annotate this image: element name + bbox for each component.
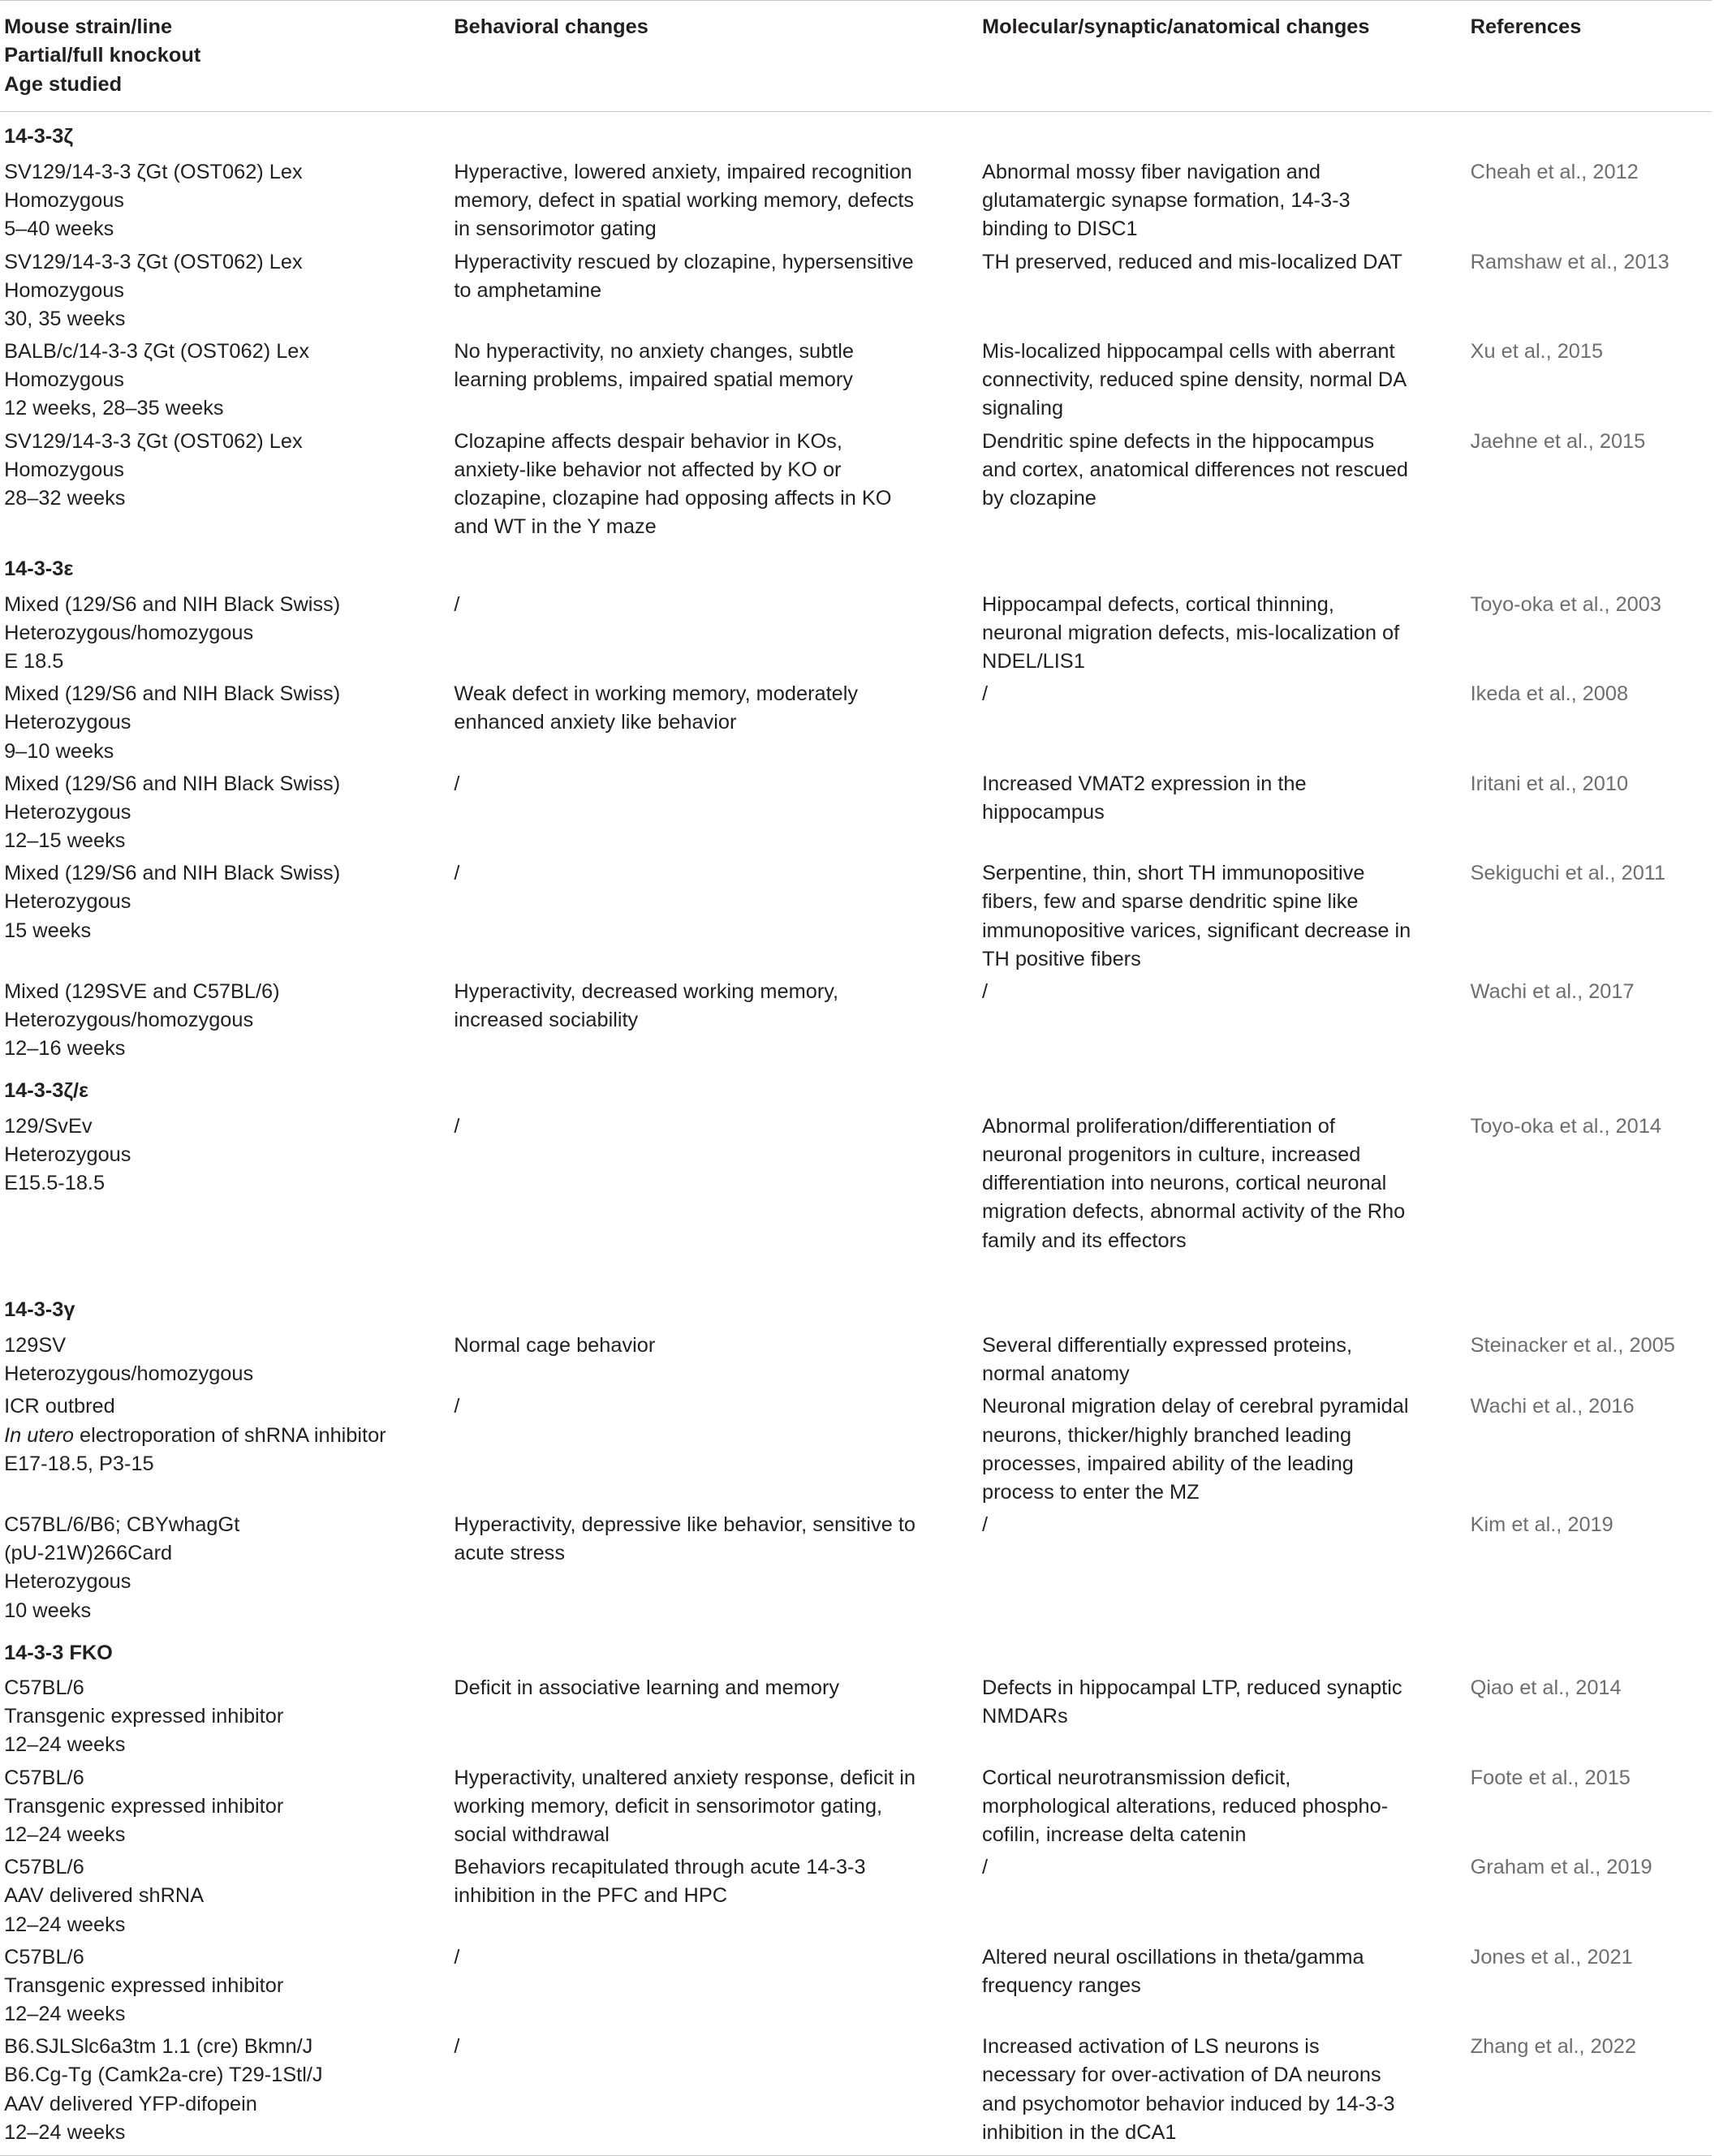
strain-cell — [0, 1111, 450, 1258]
behavior-cell-line: anxiety-like behavior not affected by KO or — [454, 458, 842, 481]
strain-cell-line: Heterozygous — [4, 1143, 131, 1167]
molecular-cell-line: binding to DISC1 — [982, 217, 1138, 241]
strain-cell — [0, 589, 450, 679]
reference-cell: Ikeda et al., 2008 — [1470, 682, 1629, 706]
molecular-cell-line: Several differentially expressed proteins, — [982, 1333, 1352, 1357]
strain-cell-line: 12–24 weeks — [4, 2120, 126, 2144]
behavior-cell-line: / — [454, 2035, 460, 2059]
table-body — [0, 111, 1712, 2155]
molecular-cell-line: signaling — [982, 397, 1064, 420]
header-molecular: Molecular/synaptic/anatomical changes — [982, 15, 1370, 39]
strain-cell-line: 12–16 weeks — [4, 1037, 126, 1061]
strain-cell-line: SV129/14-3-3 ζGt (OST062) Lex — [4, 250, 303, 273]
reference-cell: Steinacker et al., 2005 — [1470, 1333, 1675, 1357]
molecular-cell-line: TH positive fibers — [982, 947, 1141, 970]
strain-cell-line: Homozygous — [4, 458, 124, 481]
molecular-cell-line: / — [982, 979, 989, 1003]
reference-cell: Kim et al., 2019 — [1470, 1513, 1613, 1537]
strain-cell-line: Heterozygous/homozygous — [4, 1362, 254, 1386]
reference-cell: Foote et al., 2015 — [1470, 1766, 1631, 1789]
strain-cell — [0, 976, 450, 1066]
table-header — [0, 1, 1712, 112]
table-row — [0, 1111, 1712, 1258]
table-row — [0, 1330, 1712, 1391]
molecular-cell-line: glutamatergic synapse formation, 14-3-3 — [982, 189, 1351, 213]
molecular-cell — [978, 1509, 1467, 1628]
behavior-cell-line: Weak defect in working memory, moderately — [454, 682, 859, 706]
molecular-cell-line: connectivity, reduced spine density, normal DA — [982, 368, 1407, 392]
behavior-cell-line: / — [454, 592, 460, 616]
molecular-cell-line: inhibition in the dCA1 — [982, 2120, 1177, 2144]
strain-cell-line: Heterozygous/homozygous — [4, 1009, 254, 1032]
behavior-cell — [450, 679, 978, 769]
strain-cell — [0, 1942, 450, 2032]
group-title: 14-3-3γ — [4, 1298, 75, 1322]
group-title: 14-3-3ε — [4, 557, 74, 581]
strain-cell-line: Mixed (129/S6 and NIH Black Swiss) — [4, 772, 341, 795]
molecular-cell-line: / — [982, 1513, 989, 1537]
molecular-cell-line: cofilin, increase delta catenin — [982, 1823, 1247, 1846]
behavior-cell — [450, 2032, 978, 2156]
strain-cell-line: C57BL/6 — [4, 1945, 84, 1969]
strain-cell-line: Homozygous — [4, 278, 124, 302]
table-row — [0, 247, 1712, 337]
table-row — [0, 589, 1712, 679]
behavior-cell-line: inhibition in the PFC and HPC — [454, 1884, 728, 1908]
behavior-cell-line: enhanced anxiety like behavior — [454, 711, 737, 734]
molecular-cell-line: Increased VMAT2 expression in the — [982, 772, 1307, 795]
strain-cell-line: AAV delivered YFP-difopein — [4, 2092, 257, 2115]
table-row — [0, 1762, 1712, 1853]
behavior-cell — [450, 1942, 978, 2032]
strain-cell-line: Mixed (129/S6 and NIH Black Swiss) — [4, 862, 341, 885]
behavior-cell-line: / — [454, 1945, 460, 1969]
molecular-cell — [978, 1762, 1467, 1853]
table-row — [0, 336, 1712, 426]
group-row — [0, 111, 1712, 157]
strain-cell-line: Transgenic expressed inhibitor — [4, 1705, 284, 1728]
strain-cell — [0, 157, 450, 247]
behavior-cell — [450, 1762, 978, 1853]
molecular-cell-line: hippocampus — [982, 800, 1105, 824]
molecular-cell — [978, 1392, 1467, 1510]
molecular-cell-line: / — [982, 1856, 989, 1879]
molecular-cell — [978, 2032, 1467, 2156]
strain-cell-line: 5–40 weeks — [4, 217, 114, 241]
reference-cell: Qiao et al., 2014 — [1470, 1676, 1622, 1700]
header-row — [0, 1, 1712, 112]
behavior-cell — [450, 1672, 978, 1762]
molecular-cell-line: neuronal migration defects, mis-localization of — [982, 621, 1400, 644]
header-strain-line: Partial/full knockout — [4, 44, 201, 67]
strain-cell-line: 10 weeks — [4, 1599, 92, 1622]
molecular-cell-line: / — [982, 682, 989, 706]
molecular-cell-line: frequency ranges — [982, 1973, 1141, 1997]
behavior-cell — [450, 1330, 978, 1391]
behavior-cell-line: / — [454, 772, 460, 795]
molecular-cell-line: Abnormal mossy fiber navigation and — [982, 160, 1320, 183]
strain-cell-line: C57BL/6 — [4, 1856, 84, 1879]
behavior-cell-line: social withdrawal — [454, 1823, 610, 1846]
behavior-cell — [450, 1853, 978, 1943]
group-row — [0, 1066, 1712, 1111]
strain-cell-line: ICR outbred — [4, 1395, 115, 1418]
italic-term: In utero — [4, 1423, 75, 1447]
behavior-cell — [450, 589, 978, 679]
strain-cell-line: B6.SJLSlc6a3tm 1.1 (cre) Bkmn/J — [4, 2035, 313, 2059]
molecular-cell-line: normal anatomy — [982, 1362, 1130, 1386]
strain-cell-line: Mixed (129/S6 and NIH Black Swiss) — [4, 682, 341, 706]
strain-cell — [0, 1762, 450, 1853]
strain-cell-line: C57BL/6 — [4, 1766, 84, 1789]
strain-cell-line: Heterozygous — [4, 800, 131, 824]
behavior-cell-line: Hyperactive, lowered anxiety, impaired recognition — [454, 160, 912, 183]
molecular-cell-line: Abnormal proliferation/differentiation of — [982, 1114, 1335, 1138]
molecular-cell-line: fibers, few and sparse dendritic spine like — [982, 890, 1359, 914]
molecular-cell-line: Hippocampal defects, cortical thinning, — [982, 592, 1334, 616]
molecular-cell-line: processes, impaired ability of the leading — [982, 1452, 1354, 1475]
strain-cell-line: Transgenic expressed inhibitor — [4, 1794, 284, 1818]
molecular-cell-line: Serpentine, thin, short TH immunopositive — [982, 862, 1365, 885]
strain-cell-line: Heterozygous — [4, 1570, 131, 1594]
strain-cell-line: 12–24 weeks — [4, 1823, 126, 1846]
strain-cell-line: 12 weeks, 28–35 weeks — [4, 397, 224, 420]
strain-cell-line: 28–32 weeks — [4, 486, 126, 510]
molecular-cell — [978, 679, 1467, 769]
reference-cell: Jones et al., 2021 — [1470, 1945, 1633, 1969]
header-strain — [0, 1, 450, 112]
behavior-cell-line: increased sociability — [454, 1009, 639, 1032]
strain-cell-line — [4, 1422, 445, 1450]
behavior-cell — [450, 336, 978, 426]
strain-cell — [0, 1853, 450, 1943]
strain-cell-line: 12–24 weeks — [4, 1733, 126, 1757]
group-title: 14-3-3ζ/ε — [4, 1079, 89, 1103]
strain-cell-line: E17-18.5, P3-15 — [4, 1452, 154, 1475]
molecular-cell — [978, 976, 1467, 1066]
strain-cell — [0, 1392, 450, 1510]
strain-cell — [0, 1330, 450, 1391]
behavior-cell-line: in sensorimotor gating — [454, 217, 657, 241]
header-strain-line: Age studied — [4, 72, 123, 96]
molecular-cell — [978, 768, 1467, 859]
behavior-cell-line: learning problems, impaired spatial memory — [454, 368, 853, 392]
table-row — [0, 1672, 1712, 1762]
behavior-cell — [450, 768, 978, 859]
molecular-cell-line: Dendritic spine defects in the hippocampus — [982, 429, 1375, 453]
behavior-cell — [450, 1111, 978, 1258]
strain-cell-line: 30, 35 weeks — [4, 307, 126, 330]
strain-cell-line: Heterozygous — [4, 890, 131, 914]
molecular-cell-line: Increased activation of LS neurons is — [982, 2035, 1320, 2059]
behavior-cell-line: Hyperactivity rescued by clozapine, hypersensitive — [454, 250, 914, 273]
molecular-cell — [978, 1111, 1467, 1258]
strain-cell-line: 12–15 weeks — [4, 829, 126, 853]
reference-cell: Cheah et al., 2012 — [1470, 160, 1639, 183]
strain-cell-line: Mixed (129/S6 and NIH Black Swiss) — [4, 592, 341, 616]
behavior-cell-line: memory, defect in spatial working memory, defects — [454, 189, 915, 213]
behavior-cell-line: / — [454, 1395, 460, 1418]
molecular-cell — [978, 247, 1467, 337]
molecular-cell — [978, 1330, 1467, 1391]
behavior-cell-line: / — [454, 862, 460, 885]
strain-cell-line: SV129/14-3-3 ζGt (OST062) Lex — [4, 429, 303, 453]
behavior-cell-line: / — [454, 1114, 460, 1138]
molecular-cell — [978, 1672, 1467, 1762]
molecular-cell-line: migration defects, abnormal activity of the Rho — [982, 1200, 1406, 1224]
strain-cell — [0, 247, 450, 337]
molecular-cell — [978, 157, 1467, 247]
molecular-cell-line: differentiation into neurons, cortical neuronal — [982, 1172, 1387, 1195]
strain-cell-line: Homozygous — [4, 368, 124, 392]
behavior-cell-line: Hyperactivity, depressive like behavior, sensitive to — [454, 1513, 916, 1537]
reference-cell: Graham et al., 2019 — [1470, 1856, 1652, 1879]
molecular-cell-line: Defects in hippocampal LTP, reduced synaptic — [982, 1676, 1402, 1700]
molecular-cell-line: and psychomotor behavior induced by 14-3-3 — [982, 2092, 1395, 2115]
molecular-cell — [978, 336, 1467, 426]
header-behavior: Behavioral changes — [454, 15, 648, 39]
behavior-cell-line: Deficit in associative learning and memory — [454, 1676, 840, 1700]
table-row — [0, 1853, 1712, 1943]
molecular-cell — [978, 1942, 1467, 2032]
molecular-cell-line: Altered neural oscillations in theta/gamma — [982, 1945, 1364, 1969]
molecular-cell-line: family and its effectors — [982, 1229, 1187, 1252]
molecular-cell-line: Neuronal migration delay of cerebral pyramidal — [982, 1395, 1409, 1418]
table-row — [0, 976, 1712, 1066]
reference-cell: Jaehne et al., 2015 — [1470, 429, 1646, 453]
table-row — [0, 426, 1712, 544]
table-row — [0, 2032, 1712, 2156]
group-title: 14-3-3ζ — [4, 125, 73, 148]
reference-cell: Xu et al., 2015 — [1470, 340, 1604, 364]
behavior-cell-line: Hyperactivity, unaltered anxiety response, deficit in — [454, 1766, 916, 1789]
behavior-cell-line: working memory, deficit in sensorimotor gating, — [454, 1794, 883, 1818]
strain-cell-line: Mixed (129SVE and C57BL/6) — [4, 979, 280, 1003]
strain-cell — [0, 1509, 450, 1628]
strain-cell — [0, 336, 450, 426]
molecular-cell — [978, 589, 1467, 679]
reference-cell: Toyo-oka et al., 2014 — [1470, 1114, 1661, 1138]
reference-cell: Wachi et al., 2016 — [1470, 1395, 1635, 1418]
group-row — [0, 1258, 1712, 1330]
strain-cell-line: Transgenic expressed inhibitor — [4, 1973, 284, 1997]
strain-cell — [0, 426, 450, 544]
strain-cell-line: E 18.5 — [4, 650, 64, 673]
molecular-cell-line: TH preserved, reduced and mis-localized DAT — [982, 250, 1402, 273]
table-row — [0, 768, 1712, 859]
reference-cell: Toyo-oka et al., 2003 — [1470, 592, 1661, 616]
molecular-cell-line: neurons, thicker/highly branched leading — [982, 1423, 1352, 1447]
strain-cell-line: BALB/c/14-3-3 ζGt (OST062) Lex — [4, 340, 310, 364]
strain-cell-line: SV129/14-3-3 ζGt (OST062) Lex — [4, 160, 303, 183]
molecular-cell — [978, 859, 1467, 977]
line-rest: electroporation of shRNA inhibitor — [74, 1423, 386, 1447]
group-row — [0, 544, 1712, 589]
behavior-cell-line: No hyperactivity, no anxiety changes, subtle — [454, 340, 854, 364]
group-row — [0, 1628, 1712, 1672]
behavior-cell-line: Hyperactivity, decreased working memory, — [454, 979, 839, 1003]
strain-cell-line: Heterozygous — [4, 711, 131, 734]
behavior-cell — [450, 976, 978, 1066]
behavior-cell-line: acute stress — [454, 1542, 566, 1565]
behavior-cell-line: Clozapine affects despair behavior in KOs, — [454, 429, 842, 453]
molecular-cell-line: process to enter the MZ — [982, 1480, 1200, 1504]
header-references: References — [1470, 15, 1582, 39]
reference-cell: Wachi et al., 2017 — [1470, 979, 1635, 1003]
table-row — [0, 1392, 1712, 1510]
molecular-cell-line: by clozapine — [982, 486, 1096, 510]
behavior-cell — [450, 426, 978, 544]
molecular-cell-line: morphological alterations, reduced phospho- — [982, 1794, 1389, 1818]
behavior-cell-line: clozapine, clozapine had opposing affects in KO — [454, 486, 892, 510]
behavior-cell — [450, 247, 978, 337]
behavior-cell — [450, 157, 978, 247]
molecular-cell-line: neuronal progenitors in culture, increased — [982, 1143, 1361, 1167]
strain-cell-line: C57BL/6 — [4, 1676, 84, 1700]
molecular-cell-line: NMDARs — [982, 1705, 1068, 1728]
molecular-cell-line: and cortex, anatomical differences not rescued — [982, 458, 1409, 481]
behavior-cell — [450, 859, 978, 977]
strain-cell-line: C57BL/6/B6; CBYwhagGt — [4, 1513, 240, 1537]
table-row — [0, 157, 1712, 247]
strain-cell — [0, 859, 450, 977]
strain-cell-line: AAV delivered shRNA — [4, 1884, 205, 1908]
reference-cell: Ramshaw et al., 2013 — [1470, 250, 1669, 273]
behavior-cell-line: Normal cage behavior — [454, 1333, 656, 1357]
strain-cell — [0, 1672, 450, 1762]
reference-cell: Zhang et al., 2022 — [1470, 2035, 1636, 2059]
molecular-cell-line: Mis-localized hippocampal cells with aberrant — [982, 340, 1395, 364]
strain-cell-line: 12–24 weeks — [4, 2003, 126, 2026]
molecular-cell-line: necessary for over-activation of DA neurons — [982, 2063, 1381, 2087]
molecular-cell-line: Cortical neurotransmission deficit, — [982, 1766, 1291, 1789]
table-row — [0, 1509, 1712, 1628]
molecular-cell — [978, 426, 1467, 544]
behavior-cell-line: and WT in the Y maze — [454, 515, 657, 539]
table-row — [0, 1942, 1712, 2032]
header-strain-line: Mouse strain/line — [4, 15, 173, 39]
strain-cell-line: 9–10 weeks — [4, 739, 114, 763]
strain-cell-line: 129/SvEv — [4, 1114, 93, 1138]
behavior-cell — [450, 1509, 978, 1628]
strain-cell-line: Heterozygous/homozygous — [4, 621, 254, 644]
molecular-cell-line: immunopositive varices, significant decrease in — [982, 919, 1411, 942]
reference-cell: Sekiguchi et al., 2011 — [1470, 862, 1666, 885]
reference-cell: Iritani et al., 2010 — [1470, 772, 1629, 795]
strain-cell-line: 129SV — [4, 1333, 67, 1357]
table-row — [0, 679, 1712, 769]
group-title: 14-3-3 FKO — [4, 1641, 113, 1664]
strain-cell-line: E15.5-18.5 — [4, 1172, 106, 1195]
strain-cell-line: (pU-21W)266Card — [4, 1542, 173, 1565]
behavior-cell — [450, 1392, 978, 1510]
strain-cell-line: 12–24 weeks — [4, 1913, 126, 1936]
strain-cell-line: Homozygous — [4, 189, 124, 213]
molecular-cell — [978, 1853, 1467, 1943]
strain-cell-line: B6.Cg-Tg (Camk2a-cre) T29-1Stl/J — [4, 2063, 323, 2087]
strain-cell — [0, 768, 450, 859]
behavior-cell-line: to amphetamine — [454, 278, 602, 302]
strain-cell — [0, 679, 450, 769]
strain-cell-line: 15 weeks — [4, 919, 92, 942]
behavior-cell-line: Behaviors recapitulated through acute 14-3-3 — [454, 1856, 866, 1879]
strain-cell — [0, 2032, 450, 2156]
table-row — [0, 859, 1712, 977]
molecular-cell-line: NDEL/LIS1 — [982, 650, 1085, 673]
